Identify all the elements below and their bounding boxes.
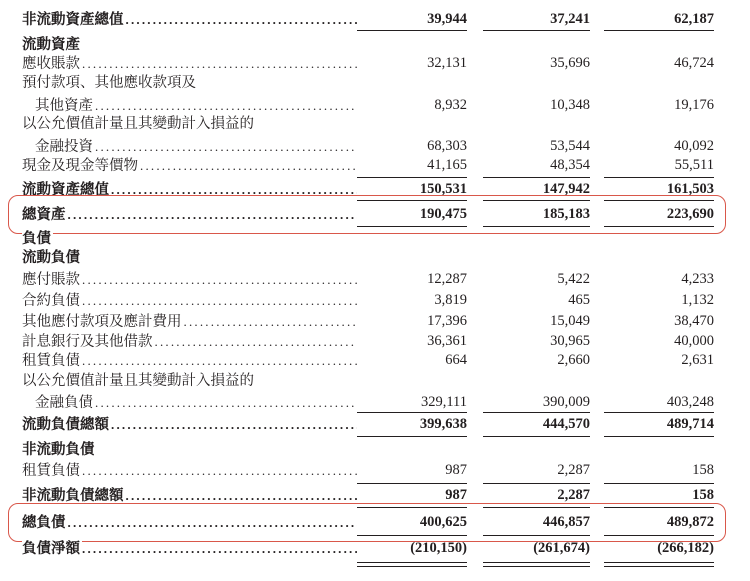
table-row (0, 248, 750, 269)
row-label-text: 租賃負債 (22, 463, 80, 479)
column-rule (357, 30, 467, 31)
row-label (22, 73, 357, 94)
column-rule (483, 483, 590, 484)
value-cell-col2: 2,660 (557, 352, 590, 368)
value-cell-col3: 489,872 (666, 514, 714, 530)
value-cell-col1: 400,625 (419, 514, 467, 530)
value-cell-col2: 147,942 (542, 181, 590, 197)
column-rule (604, 436, 714, 437)
row-label (35, 392, 357, 413)
row-label (22, 331, 357, 352)
row-label (22, 114, 357, 135)
column-rule (357, 566, 467, 567)
value-cell-col2: 48,354 (550, 157, 590, 173)
column-rule (483, 412, 590, 413)
column-rule (357, 535, 467, 536)
row-label (22, 485, 357, 506)
value-cell-col1: 190,475 (419, 206, 467, 222)
row-label-text: 總負債 (22, 515, 66, 531)
column-rule (604, 412, 714, 413)
value-cell-col2: 2,287 (557, 487, 590, 503)
row-label-text: 應付賬款 (22, 272, 80, 288)
column-rule (483, 30, 590, 31)
row-label-text: 其他應付款項及應計費用 (22, 314, 182, 330)
row-label (22, 371, 357, 392)
column-rule (604, 483, 714, 484)
row-label (22, 414, 357, 435)
row-label (22, 229, 357, 250)
table-row (0, 311, 750, 332)
row-label-text: 合約負債 (22, 293, 80, 309)
value-cell-col2: 390,009 (542, 394, 590, 410)
row-label-text: 應收賬款 (22, 56, 80, 72)
column-rule (483, 562, 590, 563)
value-cell-col3: 62,187 (674, 11, 714, 27)
table-row (0, 392, 750, 413)
value-cell-col2: 10,348 (550, 97, 590, 113)
value-cell-col2: 2,287 (557, 462, 590, 478)
row-label (22, 290, 357, 311)
column-rule (483, 226, 590, 227)
value-cell-col1: 12,287 (427, 271, 467, 287)
value-cell-col3: 223,690 (666, 206, 714, 222)
row-label (35, 136, 357, 157)
row-label (22, 9, 357, 30)
column-rule (483, 566, 590, 567)
value-cell-col1: 399,638 (419, 416, 467, 432)
value-cell-col2: 5,422 (557, 271, 590, 287)
row-label-text: 總資產 (22, 207, 66, 223)
value-cell-col2: 35,696 (550, 55, 590, 71)
table-row (0, 9, 750, 30)
value-cell-col1: 17,396 (427, 313, 467, 329)
table-row (0, 229, 750, 250)
table-row (0, 460, 750, 481)
value-cell-col1: 3,819 (434, 292, 467, 308)
table-row (0, 350, 750, 371)
row-label (22, 460, 357, 481)
table-row (0, 512, 750, 533)
table-row (0, 73, 750, 94)
row-label-text: 流動負債總額 (22, 417, 109, 433)
column-rule (357, 483, 467, 484)
value-cell-col1: 32,131 (427, 55, 467, 71)
value-cell-col1: 36,361 (427, 333, 467, 349)
row-label-text: 預付款項、其他應收款項及 (22, 75, 196, 91)
table-row (0, 53, 750, 74)
table-row (0, 269, 750, 290)
value-cell-col3: 489,714 (666, 416, 714, 432)
row-label-text: 流動資產 (22, 37, 80, 53)
row-label (22, 204, 357, 225)
value-cell-col1: 987 (445, 487, 467, 503)
column-rule (604, 200, 714, 201)
row-label (22, 350, 357, 371)
value-cell-col3: 403,248 (666, 394, 714, 410)
row-label (22, 538, 357, 559)
row-label-text: 非流動資產總值 (22, 12, 124, 28)
value-cell-col3: 38,470 (674, 313, 714, 329)
value-cell-col3: 40,000 (674, 333, 714, 349)
row-label (22, 440, 357, 461)
column-rule (483, 535, 590, 536)
value-cell-col2: 465 (568, 292, 590, 308)
value-cell-col3: 46,724 (674, 55, 714, 71)
value-cell-col3: 158 (692, 487, 714, 503)
value-cell-col1: 8,932 (434, 97, 467, 113)
column-rule (604, 30, 714, 31)
row-label-text: 負債 (22, 231, 51, 247)
row-label-text: 現金及現金等價物 (22, 158, 138, 174)
row-label-text: 以公允價值計量且其變動計入損益的 (22, 116, 254, 132)
value-cell-col3: 2,631 (681, 352, 714, 368)
table-row (0, 290, 750, 311)
column-rule (483, 436, 590, 437)
value-cell-col1: 41,165 (427, 157, 467, 173)
column-rule (483, 200, 590, 201)
row-label (22, 269, 357, 290)
row-label (22, 311, 357, 332)
table-row (0, 538, 750, 559)
column-rule (357, 200, 467, 201)
value-cell-col3: 40,092 (674, 138, 714, 154)
column-rule (604, 226, 714, 227)
row-label-text: 流動資產總值 (22, 182, 109, 198)
value-cell-col2: (261,674) (533, 540, 590, 556)
table-row (0, 440, 750, 461)
row-label (22, 248, 357, 269)
value-cell-col2: 444,570 (542, 416, 590, 432)
value-cell-col3: 158 (692, 462, 714, 478)
row-label-text: 金融負債 (35, 395, 93, 411)
value-cell-col3: 55,511 (674, 157, 714, 173)
table-row (0, 114, 750, 135)
value-cell-col2: 30,965 (550, 333, 590, 349)
value-cell-col3: 1,132 (681, 292, 714, 308)
column-rule (483, 507, 590, 508)
column-rule (357, 436, 467, 437)
value-cell-col2: 37,241 (550, 11, 590, 27)
value-cell-col3: (266,182) (657, 540, 714, 556)
table-row (0, 95, 750, 116)
column-rule (604, 566, 714, 567)
row-label-text: 非流動負債總額 (22, 488, 124, 504)
value-cell-col1: 150,531 (419, 181, 467, 197)
column-rule (357, 412, 467, 413)
row-label-text: 計息銀行及其他借款 (22, 334, 153, 350)
table-row (0, 155, 750, 176)
row-label-text: 其他資產 (35, 98, 93, 114)
column-rule (604, 562, 714, 563)
row-label-text: 租賃負債 (22, 353, 80, 369)
value-cell-col2: 185,183 (542, 206, 590, 222)
column-rule (357, 562, 467, 563)
table-row (0, 485, 750, 506)
column-rule (357, 177, 467, 178)
value-cell-col2: 446,857 (542, 514, 590, 530)
row-label (22, 179, 357, 200)
value-cell-col1: 68,303 (427, 138, 467, 154)
column-rule (483, 177, 590, 178)
value-cell-col1: 664 (445, 352, 467, 368)
table-row (0, 371, 750, 392)
table-row (0, 179, 750, 200)
row-label (22, 155, 357, 176)
row-label (35, 95, 357, 116)
table-row (0, 204, 750, 225)
table-row (0, 331, 750, 352)
row-label-text: 非流動負債 (22, 442, 95, 458)
value-cell-col3: 4,233 (681, 271, 714, 287)
value-cell-col1: 987 (445, 462, 467, 478)
table-row (0, 136, 750, 157)
value-cell-col1: (210,150) (410, 540, 467, 556)
value-cell-col1: 329,111 (420, 394, 467, 410)
row-label-text: 金融投資 (35, 139, 93, 155)
value-cell-col1: 39,944 (427, 11, 467, 27)
row-label-text: 負債淨額 (22, 541, 80, 557)
value-cell-col2: 15,049 (550, 313, 590, 329)
column-rule (604, 177, 714, 178)
row-label-text: 流動負債 (22, 250, 80, 266)
column-rule (604, 535, 714, 536)
column-rule (357, 507, 467, 508)
row-label-text: 以公允價值計量且其變動計入損益的 (22, 373, 254, 389)
column-rule (357, 226, 467, 227)
table-row (0, 414, 750, 435)
row-label (22, 512, 357, 533)
value-cell-col3: 161,503 (666, 181, 714, 197)
column-rule (604, 507, 714, 508)
value-cell-col3: 19,176 (674, 97, 714, 113)
row-label (22, 53, 357, 74)
value-cell-col2: 53,544 (550, 138, 590, 154)
